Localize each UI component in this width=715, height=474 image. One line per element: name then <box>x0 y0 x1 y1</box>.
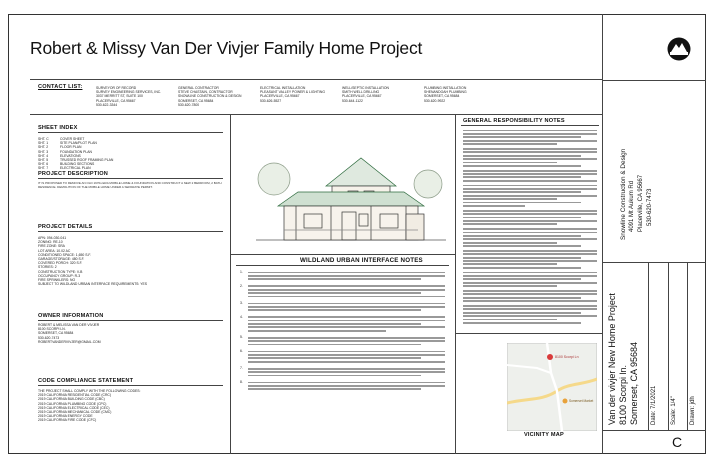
text-line <box>463 308 597 310</box>
general-note <box>463 290 597 302</box>
text-line <box>463 278 581 280</box>
text-line <box>463 143 557 145</box>
sheet-number-label: SHT. 4 <box>38 153 49 158</box>
text-line <box>463 162 557 164</box>
divider-contact <box>30 114 602 115</box>
wui-note-text <box>248 270 445 282</box>
company-address: 4091 Mt Aukum Rd <box>629 180 635 232</box>
sheet-index-item <box>38 166 113 170</box>
rule <box>38 320 223 321</box>
sheet-title-label: COVER SHEET <box>60 137 85 141</box>
general-note <box>463 170 597 182</box>
text-line <box>248 278 421 280</box>
wui-notes-heading: WILDLAND URBAN INTERFACE NOTES <box>300 257 423 264</box>
general-note <box>463 148 597 167</box>
divider-left <box>230 114 231 454</box>
sheet-number-label: SHT. C <box>38 137 49 141</box>
text-line <box>463 232 597 234</box>
code-line: THE PROJECT SHALL COMPLY WITH THE FOLLOWING CODES: <box>38 389 141 393</box>
text-line <box>248 303 445 305</box>
text-line <box>463 297 581 299</box>
contact-line: SMITH WELL DRILLING <box>342 90 380 95</box>
text-line <box>463 158 597 160</box>
text-line <box>463 130 597 132</box>
project-detail-line: CONDITIONED SPACE: 1,650 S.F. <box>38 252 92 257</box>
text-line <box>463 238 597 240</box>
text-line <box>248 382 445 384</box>
text-line <box>463 319 557 321</box>
text-line <box>248 385 445 387</box>
text-line <box>248 330 386 332</box>
text-line <box>463 250 597 252</box>
contact-column <box>424 86 504 103</box>
wui-note-number: 7. <box>240 366 243 371</box>
owner-line: 8100 SCORPI LN. <box>38 327 66 332</box>
text-line <box>463 151 597 153</box>
text-line <box>463 315 597 317</box>
wui-note <box>240 349 445 364</box>
contact-list-heading: CONTACT LIST: <box>38 84 83 90</box>
general-note <box>463 210 597 225</box>
project-description-text: IT IS PROPOSED TO REMOVE AN OLD 1970s ERA MOBILE HOME & FOUNDATION AND CONSTRUCT A NEW 2 BEDROOM, 2 BATH RESIDENCE. DEMOLITION OF THE MOBILE HOME UNDER A SEPARATE PERMIT. <box>38 181 222 189</box>
project-detail-line: APN: 094-030-041 <box>38 236 67 240</box>
text-line <box>463 275 597 277</box>
general-note <box>463 272 597 287</box>
text-line <box>463 242 557 244</box>
contact-line: SURVEY ENGINEERING SERVICES, INC. <box>96 90 162 95</box>
sheet-title-label: ELEVATIONS <box>60 153 81 158</box>
contact-line: 530-620-7800 <box>178 102 200 107</box>
project-detail-line: COVERED PORCH: 320 S.F. <box>38 261 83 266</box>
project-detail-line: GARAGE/STORAGE: 480 S.F. <box>38 257 85 262</box>
text-line <box>248 323 421 325</box>
contact-line: PLACERVILLE, CA 95667 <box>96 98 136 103</box>
code-line: 2019 CALIFORNIA ENERGY CODE <box>38 414 93 419</box>
divider-right <box>455 114 456 454</box>
divider-house <box>230 254 455 255</box>
contact-line: PLEASANT VALLEY POWER & LIGHTING <box>260 90 326 95</box>
text-line <box>248 320 445 322</box>
sheet-number-label: SHT. 7 <box>38 166 49 171</box>
general-notes-heading: GENERAL RESPONSIBILITY NOTES <box>463 118 565 124</box>
contact-column <box>342 86 422 103</box>
contact-line: WELL/SEPTIC INSTALLATION <box>342 86 389 90</box>
svg-text:Somerset Market: Somerset Market <box>569 399 594 403</box>
project-detail-line: FIRE SPRINKLERS: NO <box>38 278 76 283</box>
text-line <box>463 290 597 292</box>
text-line <box>248 361 445 363</box>
wui-note-number: 1. <box>240 270 243 274</box>
text-line <box>463 202 581 204</box>
text-line <box>463 213 597 215</box>
project-detail-line: SUBJECT TO WILDLAND URBAN INTERFACE REQUIREMENTS: YES <box>38 282 148 287</box>
text-line <box>463 195 597 197</box>
wui-note-text <box>248 284 445 299</box>
wui-note <box>240 284 445 299</box>
sheet-title-label: SITE PLAN/PLOT PLAN <box>60 141 97 146</box>
project-details-list <box>38 236 147 286</box>
text-line <box>463 220 597 222</box>
text-line <box>463 140 597 142</box>
text-line <box>248 272 445 274</box>
rule <box>38 178 223 179</box>
owner-line: ROBERT & MELISSA VAN DER VIVJER <box>38 323 100 327</box>
text-line <box>463 191 581 193</box>
text-line <box>463 165 581 167</box>
text-line <box>463 217 581 219</box>
rule <box>602 262 706 263</box>
divider-top <box>30 79 602 80</box>
wui-note <box>240 366 445 378</box>
wui-note-number: 5. <box>240 335 243 340</box>
wui-note <box>240 335 445 347</box>
text-line <box>463 272 597 274</box>
text-line <box>463 285 557 287</box>
text-line <box>248 316 445 318</box>
code-line: 2019 CALIFORNIA RESIDENTIAL CODE (CRC) <box>38 393 111 398</box>
sheet-index-list <box>38 137 113 171</box>
project-name-line-1: Van der vivjer New Home Project <box>607 293 617 425</box>
text-line <box>463 322 581 324</box>
project-detail-line: STORIES: 2 <box>38 265 57 270</box>
company-phone: 530-620-7473 <box>647 188 653 226</box>
sheet-number-label: SHT. 6 <box>38 162 49 167</box>
text-line <box>248 292 421 294</box>
rule <box>648 262 649 430</box>
text-line <box>463 253 597 255</box>
sheet-title-label: TRUSSED ROOF FRAMING PLAN <box>60 158 114 163</box>
code-line: 2019 CALIFORNIA BUILDING CODE (CBC) <box>38 397 105 402</box>
sheet-title-label: FOUNDATION PLAN <box>60 149 92 154</box>
rule <box>687 262 688 430</box>
svg-text:8100 Scorpi Ln: 8100 Scorpi Ln <box>555 355 579 359</box>
contact-column <box>260 86 340 103</box>
text-line <box>463 293 597 295</box>
house-elevation-drawing <box>256 144 446 244</box>
rule <box>461 125 599 126</box>
general-note <box>463 130 597 145</box>
text-line <box>463 176 581 178</box>
wui-note <box>240 301 445 313</box>
general-note <box>463 305 597 324</box>
project-detail-line: FIRE ZONE: SRA <box>38 244 65 249</box>
text-line <box>463 228 597 230</box>
text-line <box>248 368 445 370</box>
text-line <box>248 351 445 353</box>
project-name-line-2: 8100 Scorpi ln. <box>618 364 628 425</box>
text-line <box>463 235 581 237</box>
code-line: 2019 CALIFORNIA PLUMBING CODE (CPC) <box>38 401 107 406</box>
wui-note-number: 2. <box>240 283 243 288</box>
sheet-drawn-by: Drawn: jdh <box>690 396 696 425</box>
general-note <box>463 250 597 269</box>
owner-information-heading: OWNER INFORMATION <box>38 313 104 319</box>
text-line <box>248 326 445 328</box>
sheet-title-label: FLOOR PLAN <box>60 145 82 150</box>
contact-line: PLUMBING INSTALLATION <box>424 86 467 90</box>
wui-notes-body <box>240 270 445 394</box>
sheet-number-label: SHT. 1 <box>38 141 49 146</box>
sheet-number: C <box>671 434 683 450</box>
text-line <box>463 173 597 175</box>
rule <box>38 231 223 232</box>
text-line <box>248 296 445 298</box>
company-name: Snowline Construction & Design <box>620 148 627 240</box>
sheet-scale: Scale: 1/4" <box>671 396 677 425</box>
company-logo-icon <box>666 36 692 62</box>
text-line <box>463 136 581 138</box>
text-line <box>248 306 445 308</box>
vicinity-map-heading: VICINITY MAP <box>524 432 564 438</box>
general-note <box>463 228 597 247</box>
wui-note-text <box>248 349 445 364</box>
text-line <box>463 257 581 259</box>
contact-line: 530-644-1122 <box>342 98 363 103</box>
divider-map <box>455 333 602 334</box>
text-line <box>248 340 445 342</box>
rule <box>38 385 223 386</box>
text-line <box>248 388 421 390</box>
text-line <box>248 309 421 311</box>
text-line <box>463 312 581 314</box>
project-name-line-3: Somerset, CA 95684 <box>629 341 639 425</box>
wui-note-number: 8. <box>240 379 243 384</box>
rule <box>236 265 449 266</box>
text-line <box>248 289 445 291</box>
text-line <box>463 188 597 190</box>
text-line <box>463 260 597 262</box>
text-line <box>463 245 581 247</box>
contact-line: PLACERVILLE, CA 95667 <box>342 94 382 99</box>
contact-line: GENERAL CONTRACTOR <box>178 86 219 90</box>
contact-line: SOMERSET, CA 95684 <box>178 98 214 103</box>
wui-note-text <box>248 315 445 334</box>
sheet-number-label: SHT. 2 <box>38 145 49 150</box>
location-pin-icon <box>547 354 553 360</box>
general-notes-body <box>463 128 597 327</box>
text-line <box>248 354 445 356</box>
owner-line: ROBERTVANDERVIVJER@GMAIL.COM <box>38 339 101 344</box>
text-line <box>248 275 445 277</box>
rule <box>602 430 706 431</box>
contact-line: SNOWLINE CONSTRUCTION & DESIGN <box>178 94 242 99</box>
wui-note <box>240 380 445 392</box>
project-detail-line: OCCUPANCY GROUP: R-3 <box>38 273 81 278</box>
poi-marker-icon <box>563 399 568 404</box>
rule <box>602 80 706 81</box>
text-line <box>463 205 525 207</box>
text-line <box>463 210 597 212</box>
text-line <box>463 300 597 302</box>
text-line <box>248 337 445 339</box>
contact-line: ELECTRICAL INSTALLATION <box>260 86 306 90</box>
wui-note-text <box>248 380 445 392</box>
vicinity-map <box>507 343 597 431</box>
contact-column <box>96 86 176 107</box>
contact-line: SHENANDOAH PLUMBING <box>424 90 467 95</box>
text-line <box>463 223 557 225</box>
sheet-title-label: BUILDING SECTIONS <box>60 162 95 167</box>
project-description-heading: PROJECT DESCRIPTION <box>38 171 109 177</box>
text-line <box>463 185 597 187</box>
wui-note-number: 6. <box>240 349 243 353</box>
general-note <box>463 185 597 207</box>
sheet-number-label: SHT. 5 <box>38 158 49 163</box>
contact-line: 530-626-5527 <box>260 98 282 103</box>
code-line: 2019 CALIFORNIA FIRE CODE (CFC) <box>38 418 97 423</box>
text-line <box>248 344 421 346</box>
text-line <box>248 371 445 373</box>
project-detail-line: CONSTRUCTION TYPE: V-B <box>38 269 83 274</box>
code-line: 2019 CALIFORNIA MECHANICAL CODE (CMC) <box>38 410 112 415</box>
owner-line: 530-620-7473 <box>38 335 60 340</box>
contact-column <box>178 86 258 107</box>
text-line <box>463 133 597 135</box>
text-line <box>463 170 597 172</box>
text-line <box>463 282 597 284</box>
text-line <box>463 155 581 157</box>
wui-note-text <box>248 335 445 347</box>
contact-line: 530-622-3344 <box>96 102 118 107</box>
rule <box>668 262 669 430</box>
sheet-title-label: ELECTRICAL PLAN <box>60 166 91 171</box>
project-detail-line: ZONING: RE-10 <box>38 240 63 245</box>
code-compliance-list <box>38 389 141 423</box>
text-line <box>463 305 597 307</box>
wui-note-number: 4. <box>240 314 243 319</box>
code-compliance-heading: CODE COMPLIANCE STATEMENT <box>38 378 134 384</box>
sheet-date: Date: 7/1/2021 <box>651 385 657 425</box>
text-line <box>248 285 445 287</box>
contact-line: SURVEYOR OF RECORD <box>96 86 137 90</box>
text-line <box>463 148 597 150</box>
contact-line: PLACERVILLE, CA 95667 <box>260 94 300 99</box>
wui-note <box>240 270 445 282</box>
project-details-heading: PROJECT DETAILS <box>38 224 93 230</box>
sheet-index-heading: SHEET INDEX <box>38 125 78 131</box>
project-detail-line: LOT AREA: 10.02 AC <box>38 248 71 253</box>
contact-list <box>96 86 506 112</box>
contact-line: SOMERSET, CA 95684 <box>424 94 460 99</box>
wui-note-text <box>248 366 445 378</box>
company-city: Placerville, CA 95667 <box>638 174 644 232</box>
wui-note <box>240 315 445 334</box>
text-line <box>463 198 557 200</box>
sheet-number-label: SHT. 3 <box>38 149 49 154</box>
owner-line: SOMERSET, CA 95684 <box>38 331 74 336</box>
owner-information-list <box>38 323 101 344</box>
wui-note-number: 3. <box>240 300 243 305</box>
rule <box>38 132 223 133</box>
text-line <box>463 267 581 269</box>
code-line: 2019 CALIFORNIA ELECTRICAL CODE (CEC) <box>38 405 110 410</box>
contact-line: STEVE CHASTAIN, CONTRACTOR <box>178 90 233 95</box>
project-title: Robert & Missy Van Der Vivjer Family Home Project <box>30 38 423 58</box>
text-line <box>248 375 421 377</box>
contact-line: 3037 MERRITT ST, SUITE 100 <box>96 94 143 99</box>
text-line <box>463 180 597 182</box>
wui-note-text <box>248 301 445 313</box>
text-line <box>248 357 421 359</box>
contact-line: 530-620-9922 <box>424 98 446 103</box>
text-line <box>463 263 557 265</box>
